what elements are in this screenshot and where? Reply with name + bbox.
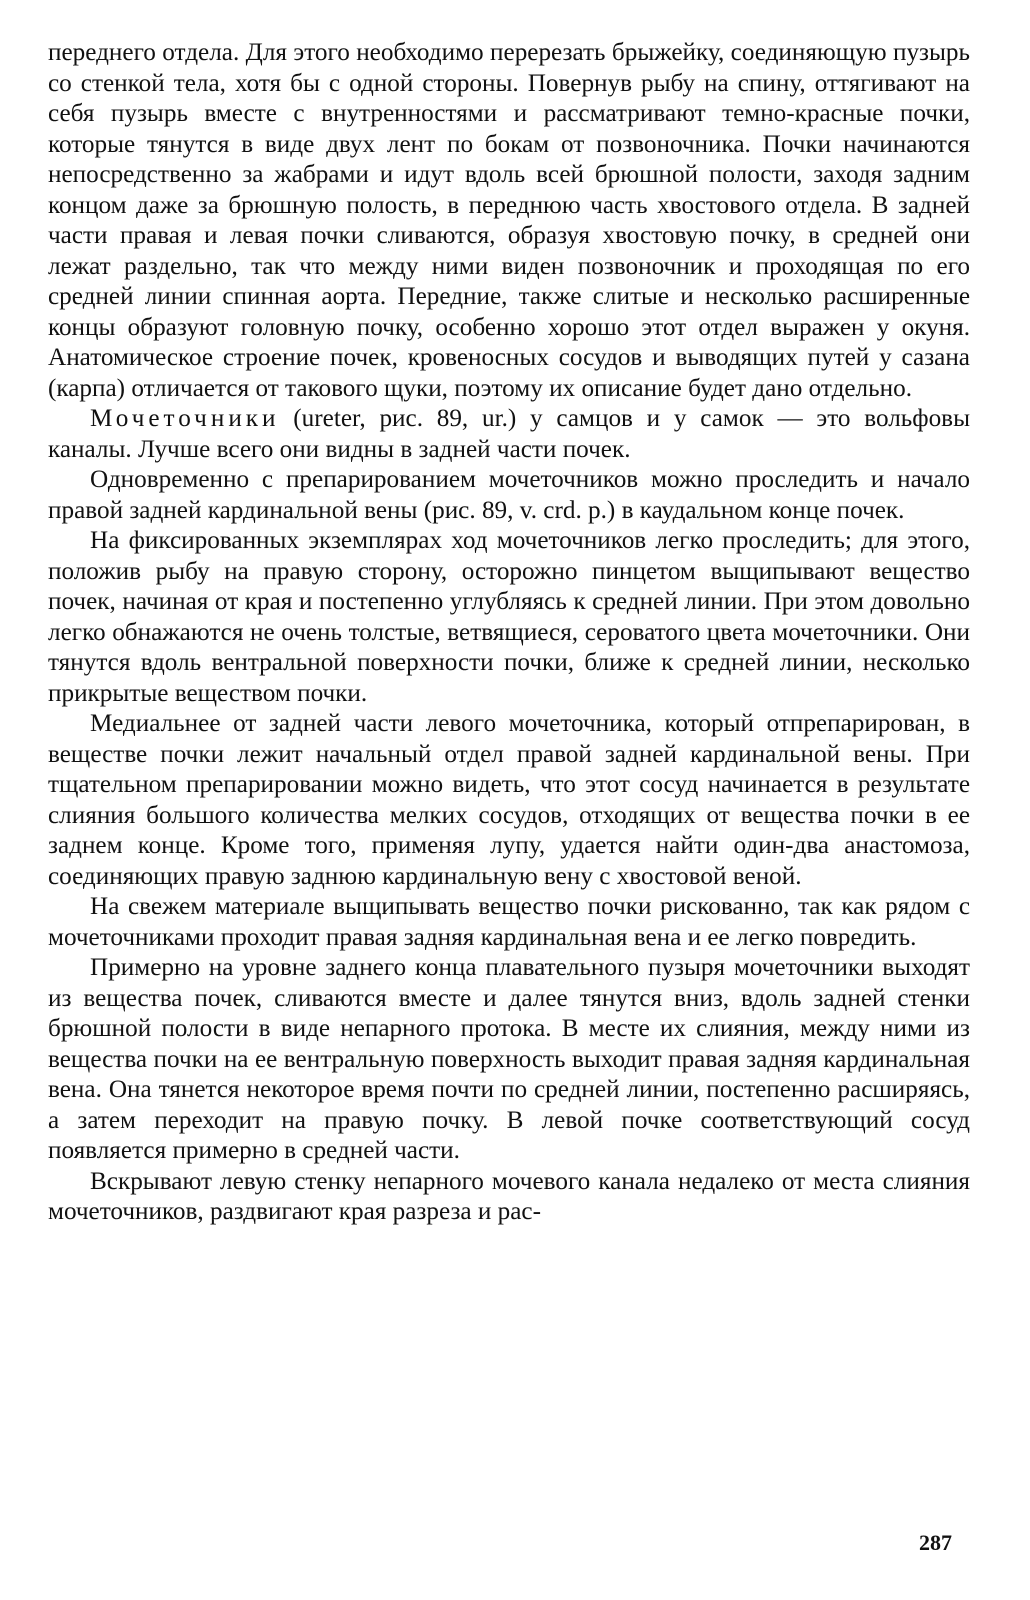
paragraph-7: Примерно на уровне заднего конца плавательного пузыря мочеточники выходят из вещества почек, сливаются вместе и далее тянутся вниз, вдоль задней стенки брюшной полости в виде непарного протока. В месте их слияния, между ними из вещества почки на ее вентральную поверхность выходит правая задняя кардинальная вена. Она тянется некоторое время почти по средней линии, постепенно расширяясь, а затем переходит на правую почку. В левой почке соответствующий сосуд появляется примерно в средней части. bbox=[48, 954, 970, 1164]
term-ureter: Мочеточники bbox=[90, 405, 280, 432]
page-number: 287 bbox=[919, 1530, 952, 1555]
paragraph-4: На фиксированных экземплярах ход мочеточников легко проследить; для этого, положив рыбу на правую сторону, осторожно пинцетом выщипывают вещество почек, начиная от края и постепенно углубляясь к средней линии. При этом довольно легко обнажаются не очень толстые, ветвящиеся, сероватого цвета мочеточники. Они тянутся вдоль вентральной поверхности почки, ближе к средней линии, несколько прикрытые веществом почки. bbox=[48, 527, 970, 707]
paragraph-6: На свежем материале выщипывать вещество почки рискованно, так как рядом с мочеточниками проходит правая задняя кардинальная вена и ее легко повредить. bbox=[48, 893, 970, 951]
paragraph-1: переднего отдела. Для этого необходимо перерезать брыжейку, соединяющую пузырь со стенкой тела, хотя бы с одной стороны. Повернув рыбу на спину, оттягивают на себя пузырь вместе с внутренностями и рассматривают темно-красные почки, которые тянутся в виде двух лент по бокам от позвоночника. Почки начинаются непосредственно за жабрами и идут вдоль всей брюшной полости, заходя задним концом даже за брюшную полость, в переднюю часть хвостового отдела. В задней части правая и левая почки сливаются, образуя хвостовую почку, в средней они лежат раздельно, так что между ними виден позвоночник и проходящая по его средней линии спинная аорта. Передние, также слитые и несколько расширенные концы образуют головную почку, особенно хорошо этот отдел выражен у окуня. Анатомическое строение почек, кровеносных сосудов и выводящих путей у сазана (карпа) отличается от такового щуки, поэтому их описание будет дано отдельно. bbox=[48, 39, 970, 402]
paragraph-2: Мочеточники (ureter, рис. 89, ur.) у самцов и у самок — это вольфовы каналы. Лучше всего они видны в задней части почек. bbox=[48, 405, 970, 463]
paragraph-5: Медиальнее от задней части левого мочеточника, который отпрепарирован, в веществе почки лежит начальный отдел правой задней кардинальной вены. При тщательном препарировании можно видеть, что этот сосуд начинается в результате слияния большого количества мелких сосудов, отходящих от вещества почки в ее заднем конце. Кроме того, применяя лупу, удается найти один-два анастомоза, соединяющих правую заднюю кардинальную вену с хвостовой веной. bbox=[48, 710, 970, 890]
paragraph-3: Одновременно с препарированием мочеточников можно проследить и начало правой задней кардинальной вены (рис. 89, v. crd. p.) в каудальном конце почек. bbox=[48, 466, 970, 524]
paragraph-8: Вскрывают левую стенку непарного мочевого канала недалеко от места слияния мочеточников, раздвигают края разреза и рас- bbox=[48, 1167, 970, 1225]
body-text bbox=[48, 38, 970, 1228]
